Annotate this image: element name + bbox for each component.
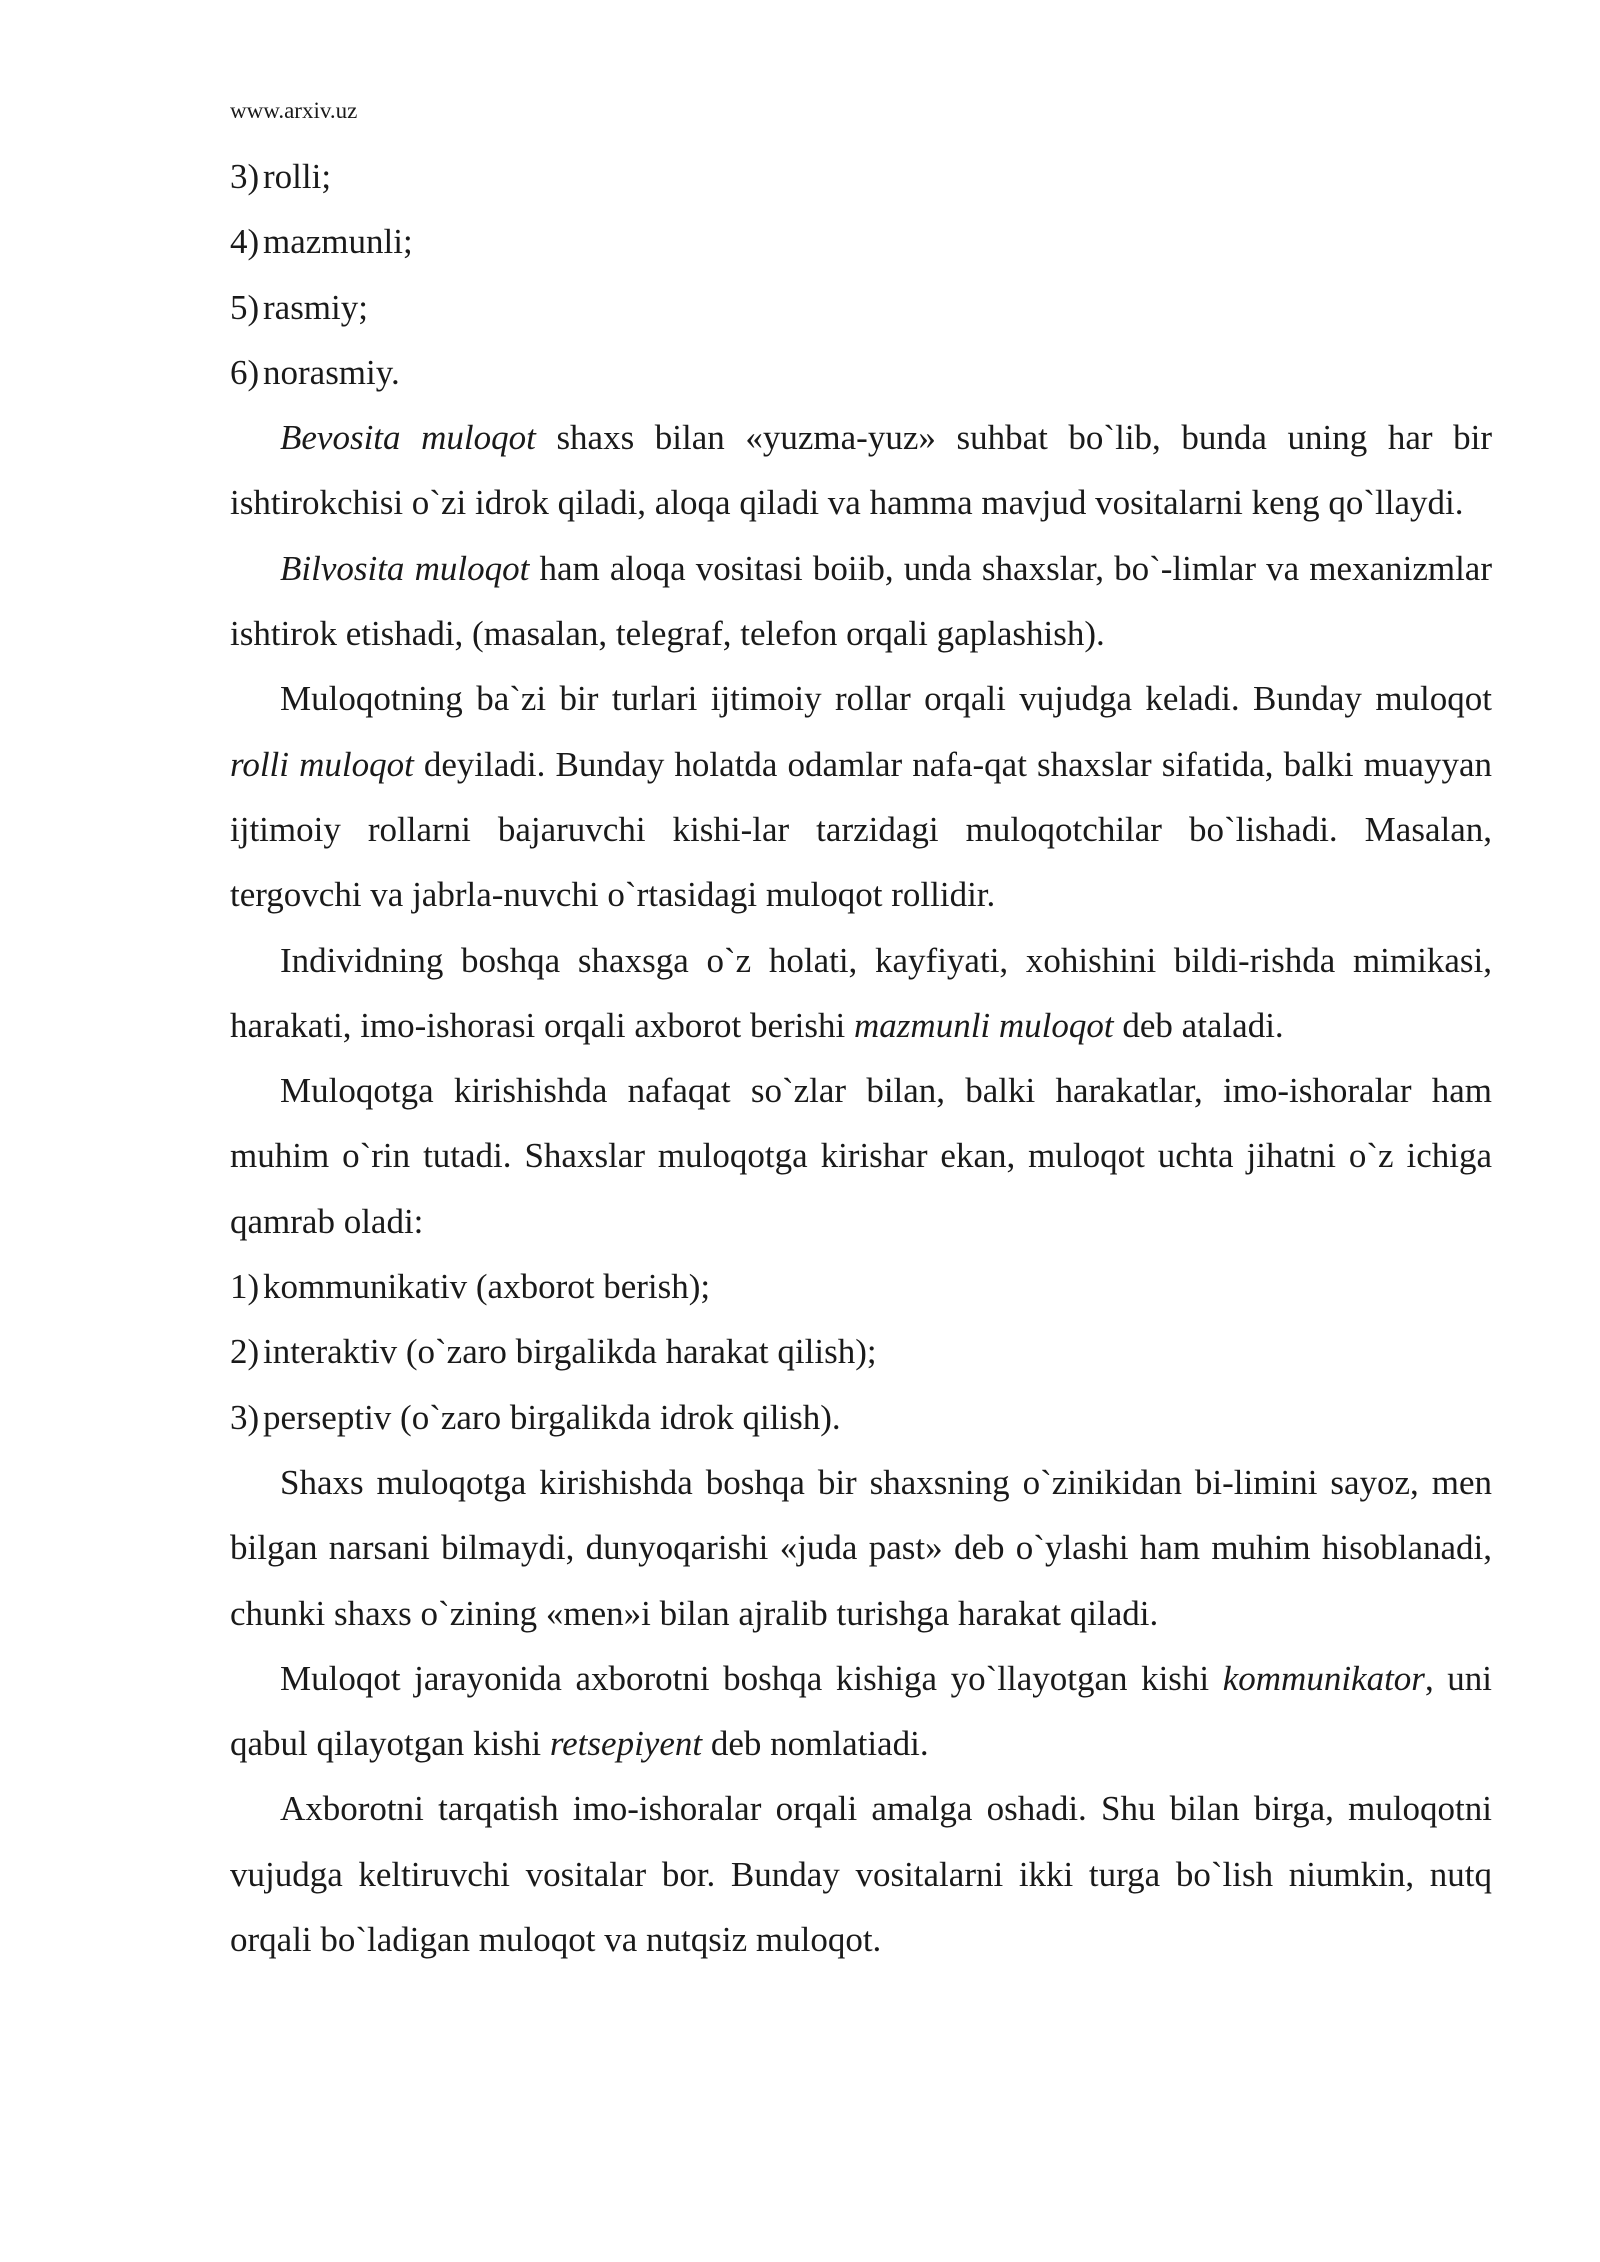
page-content (230, 144, 1492, 1972)
list-text: norasmiy. (263, 352, 400, 392)
paragraph-mazmunli (230, 928, 1492, 1059)
paragraph-bevosita (230, 405, 1492, 536)
list-number: 4) (230, 222, 260, 262)
paragraph-shaxs (230, 1450, 1492, 1646)
paragraph-text: Muloqot jarayonida axborotni boshqa kishiga yo`llayotgan kishi (280, 1658, 1223, 1698)
paragraph-text: , uni qabul qilayotgan kishi (230, 1658, 1492, 1764)
list-item (230, 1254, 1492, 1319)
list-text: interaktiv (o`zaro birgalikda harakat qilish); (263, 1332, 877, 1372)
term-kommunikator: kommunikator (1222, 1658, 1425, 1698)
list-item (230, 209, 1492, 274)
paragraph-text: Axborotni tarqatish imo-ishoralar orqali amalga oshadi. Shu bilan birga, muloqotni vujudga keltiruvchi vositalar bor. Bunday vositalarni ikki turga bo`lish niumkin, nutq orqali bo`ladigan muloqot va nutqsiz muloqot. (230, 1789, 1492, 1960)
paragraph-axborot (230, 1776, 1492, 1972)
paragraph-text: shaxs bilan «yuzma-yuz» suhbat bo`lib, bunda uning har bir ishtirokchisi o`zi idrok qiladi, aloqa qiladi va hamma mavjud vositalarni keng qo`llaydi. (230, 418, 1492, 523)
list-text: rasmiy; (263, 287, 368, 327)
paragraph-text: deyiladi. Bunday holatda odamlar nafa-qat shaxslar sifatida, balki muayyan ijtimoiy rollarni bajaruvchi kishi-lar tarzidagi muloqotchilar bo`lishadi. Masalan, tergovchi va jabrla-nuvchi o`rtasidagi muloqot rollidir. (230, 744, 1493, 915)
term-bevosita: Bevosita muloqot (280, 418, 536, 458)
site-header: www.arxiv.uz (230, 98, 358, 123)
list-item (230, 1319, 1492, 1384)
term-bilvosita: Bilvosita muloqot (280, 548, 530, 588)
paragraph-text: Shaxs muloqotga kirishishda boshqa bir shaxsning o`zinikidan bi-limini sayoz, men bilgan narsani bilmaydi, dunyoqarishi «juda past» deb o`ylashi ham muhim hisoblanadi, chunki shaxs o`zining «men»i bilan ajralib turishga harakat qiladi. (230, 1462, 1492, 1633)
paragraph-rolli (230, 666, 1492, 927)
paragraph-text: Muloqotning ba`zi bir turlari ijtimoiy rollar orqali vujudga keladi. Bunday muloqot (280, 679, 1492, 719)
list-number: 5) (230, 287, 260, 327)
list-text: mazmunli; (263, 222, 413, 262)
term-rolli: rolli muloqot (230, 744, 414, 784)
term-mazmunli: mazmunli muloqot (854, 1005, 1114, 1045)
list-text: kommunikativ (axborot berish); (263, 1267, 711, 1307)
paragraph-bilvosita (230, 536, 1492, 667)
list-item (230, 1385, 1492, 1450)
paragraph-kommunikator (230, 1646, 1492, 1777)
list-number: 1) (230, 1267, 260, 1307)
list-text: perseptiv (o`zaro birgalikda idrok qilish). (263, 1397, 841, 1437)
paragraph-text: deb ataladi. (1113, 1005, 1284, 1045)
list-text: rolli; (263, 157, 332, 196)
list-number: 6) (230, 352, 260, 392)
list-number: 3) (230, 157, 260, 196)
paragraph-jihatlar (230, 1058, 1492, 1254)
list-item (230, 340, 1492, 405)
paragraph-text: Individning boshqa shaxsga o`z holati, kayfiyati, xohishini bildi-rishda mimikasi, harakati, imo-ishorasi orqali axborot berishi (230, 940, 1492, 1045)
paragraph-text: deb nomlatiadi. (702, 1724, 929, 1764)
list-number: 3) (230, 1397, 260, 1437)
list-item (230, 144, 1492, 209)
list-item (230, 275, 1492, 340)
paragraph-text: Muloqotga kirishishda nafaqat so`zlar bilan, balki harakatlar, imo-ishoralar ham muhim o`rin tutadi. Shaxslar muloqotga kirishar ekan, muloqot uchta jihatni o`z ichiga qamrab oladi: (230, 1071, 1492, 1241)
list-number: 2) (230, 1332, 260, 1372)
paragraph-text: ham aloqa vositasi boiib, unda shaxslar, bo`-limlar va mexanizmlar ishtirok etishadi, (masalan, telegraf, telefon orqali gaplashish). (230, 548, 1493, 654)
term-retsepiyent: retsepiyent (549, 1724, 703, 1764)
